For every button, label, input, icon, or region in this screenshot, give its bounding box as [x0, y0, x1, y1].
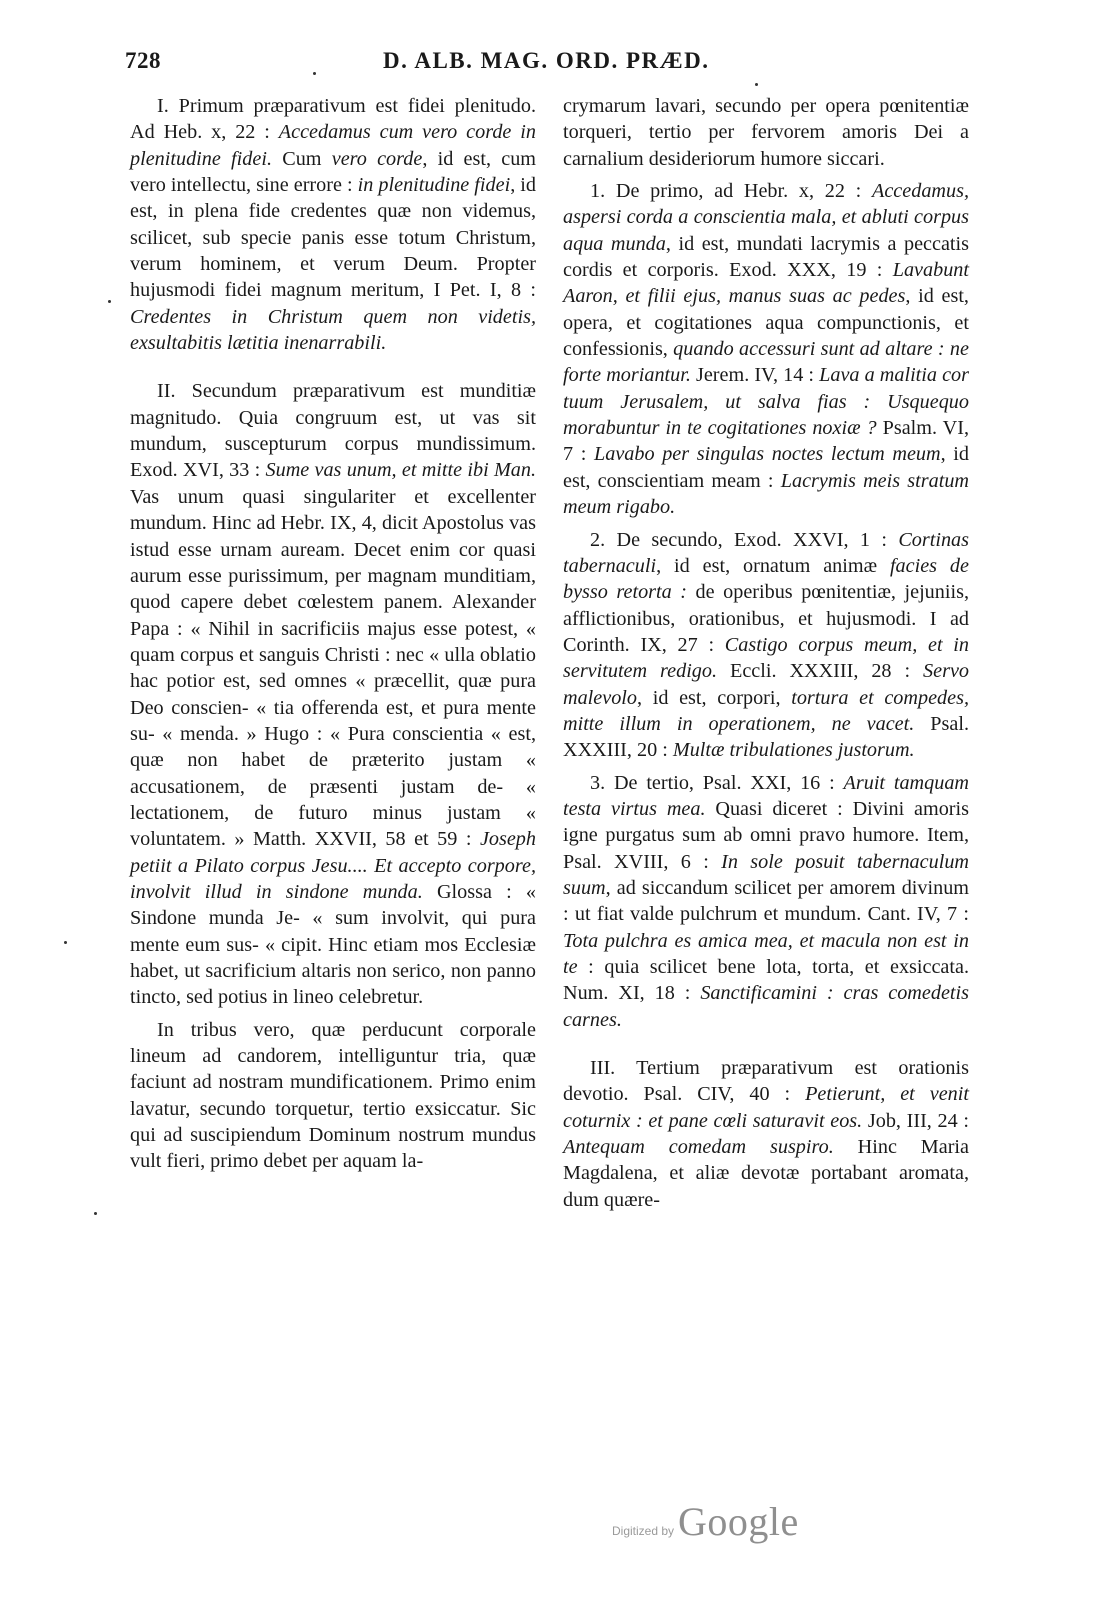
text-run: Vas unum quasi singulariter et excellenter mundum. Hinc ad Hebr. IX, 4, dicit Apostolus vas istud esse urnam auream. Decet enim cor quasi aurum esse purissimum, per magnam munditiam, quod capere debet cœlestem panem. Alexander Papa : « Nihil in sacrificiis majus esse potest, « quam corpus et sanguis Christi : nec « ulla oblatio hac potior est, sed omnes « præcellit, quæ pura Deo conscien- « tia offerenda est, et pura mente su- « menda. » Hugo : « Pura conscientia « est, quæ non habet de præterito justam « accusationem, de præsenti justam de- « lectationem, de futuro minus justam « voluntatem. » Matth. XXVII, 58 et 59 :	[130, 485, 536, 851]
scan-speck	[64, 941, 67, 944]
text-run: Quasi diceret : Divini amoris igne purgatus sum ab omni pravo humore. Item, Psal. XVIII, 6 :	[563, 797, 969, 873]
paragraph	[563, 527, 969, 764]
italic-quotation: vero corde	[331, 147, 423, 170]
text-run: , id est, cum vero intellectu, sine errore :	[130, 147, 536, 197]
text-run: Job, III, 24 :	[862, 1109, 969, 1132]
text-run: 2. De secundo, Exod. XXVI, 1 :	[590, 528, 899, 551]
scan-speck	[313, 72, 316, 75]
text-run: , id est, conscientiam meam :	[563, 443, 970, 492]
text-run: III. Tertium præparativum est orationis devotio. Psal. CIV, 40 :	[563, 1057, 969, 1106]
text-run: , ad siccandum scilicet per amorem divinum : ut fiat valde pulchrum et mundum. Cant. IV, 7 :	[563, 876, 969, 926]
paragraph	[563, 1055, 969, 1213]
italic-quotation: facies de bysso retorta :	[563, 554, 969, 604]
italic-quotation: In sole posuit tabernaculum suum	[563, 850, 969, 899]
running-title: D. ALB. MAG. ORD. PRÆD.	[383, 48, 710, 73]
italic-quotation: Cortinas tabernaculi	[563, 528, 969, 577]
italic-quotation: Sume vas unum, et mitte ibi Man.	[265, 459, 536, 482]
page-header	[125, 48, 965, 84]
italic-quotation: Lavabunt Aaron, et filii ejus, manus suas ac pedes	[563, 259, 969, 308]
text-run: , id est, ornatum animæ	[656, 554, 890, 577]
italic-quotation: Servo malevolo	[563, 660, 969, 709]
text-run: , id est, corpori,	[637, 686, 792, 709]
text-run: crymarum lavari, secundo per opera pœnitentiæ torqueri, tertio per fervorem amoris Dei a carnalium desideriorum humore siccari.	[563, 95, 969, 170]
scan-speck	[94, 1212, 97, 1215]
text-run: Hinc Maria Magdalena, et aliæ devotæ portabant aromata, dum quære-	[563, 1136, 969, 1211]
text-run: Psalm. VI, 7 :	[563, 417, 969, 466]
italic-quotation: quando accessuri sunt ad altare : ne forte moriantur.	[563, 338, 969, 387]
right-column	[563, 93, 969, 1213]
italic-quotation: tortura et compedes, mitte illum in operationem, ne vacet.	[563, 686, 969, 735]
text-run: II. Secundum præparativum est munditiæ magnitudo. Quia congruum est, ut vas sit mundum, suscepturum corpus mundissimum. Exod. XVI, 33 :	[130, 380, 536, 482]
text-run: I. Primum præparativum est fidei plenitudo. Ad Heb. x, 22 :	[130, 95, 536, 144]
text-run: de operibus pœnitentiæ, jejuniis, afflictionibus, orationibus, et hujusmodi. I ad Corinth. IX, 27 :	[563, 581, 969, 656]
text-run: : quia scilicet bene lota, torta, et exsiccata. Num. XI, 18 :	[563, 956, 969, 1005]
text-run: , id est, opera, et cogitationes aqua compunctionis, et confessionis,	[563, 285, 969, 361]
italic-quotation: Lava a malitia cor tuum Jerusalem, ut salva fias : Usquequo morabuntur in te cogitationes noxiæ ?	[563, 364, 969, 440]
italic-quotation: Lacrymis meis stratum meum rigabo.	[563, 469, 970, 519]
text-run: Psal. XXXIII, 20 :	[563, 712, 970, 762]
text-run: 3. De tertio, Psal. XXI, 16 :	[590, 771, 844, 794]
text-run: Cum	[272, 147, 332, 170]
italic-quotation: Aruit tamquam testa virtus mea.	[563, 771, 969, 820]
paragraph	[563, 178, 969, 520]
text-run: Glossa : « Sindone munda Je- « sum involvit, qui pura mente eum sus- « cipit. Hinc etiam mos Ecclesiæ habet, ut sacrificium altaris non serico, non panno tincto, sed potius in lineo celebretur.	[130, 880, 537, 1009]
italic-quotation: Castigo corpus meum, et in servitutem redigo.	[563, 633, 969, 683]
italic-quotation: Sanctificamini : cras comedetis carnes.	[563, 982, 969, 1031]
italic-quotation: Accedamus, aspersi corda a conscientia mala, et abluti corpus aqua munda	[563, 180, 969, 255]
text-run: Eccli. XXXIII, 28 :	[717, 660, 924, 683]
scan-speck	[755, 83, 758, 86]
paragraph	[130, 378, 536, 1010]
italic-quotation: Joseph petiit a Pilato corpus Jesu.... Et accepto corpore, involvit illud in sindone munda.	[130, 828, 536, 903]
paragraph	[563, 770, 969, 1033]
text-run: 1. De primo, ad Hebr. x, 22 :	[590, 180, 873, 203]
paragraph	[563, 93, 969, 172]
left-column	[130, 93, 536, 1175]
scan-speck	[108, 300, 111, 303]
text-run: In tribus vero, quæ perducunt corporale lineum ad candorem, intelliguntur tria, quæ faciunt ad nostram mundificationem. Primo enim lavatur, secundo torquetur, tertio exsiccatur. Sic qui ad suscipiendum Dominum nostrum mundus vult fieri, primo debet per aquam la-	[130, 1018, 536, 1173]
text-run: , id est, in plena fide credentes quæ non videmus, scilicet, sub specie panis esse totum Christum, verum hominem, et verum Deum. Propter hujusmodi fidei magnum meritum, I Pet. I, 8 :	[130, 174, 536, 302]
italic-quotation: Lavabo per singulas noctes lectum meum	[594, 443, 941, 466]
italic-quotation: Credentes in Christum quem non videtis, exsultabitis lætitia inenarrabili.	[130, 305, 536, 355]
text-run: , id est, mundati lacrymis a peccatis cordis et corporis. Exod. XXX, 19 :	[563, 232, 969, 282]
google-logo: Google	[678, 1499, 799, 1544]
watermark-prefix: Digitized by	[612, 1524, 675, 1538]
italic-quotation: Multæ tribulationes justorum.	[672, 739, 915, 762]
italic-quotation: Accedamus cum vero corde in plenitudine fidei.	[130, 121, 536, 170]
italic-quotation: Tota pulchra es amica mea, et macula non est in te	[563, 929, 969, 978]
page-number: 728	[125, 48, 161, 73]
text-run: Jerem. IV, 14 :	[690, 364, 820, 387]
italic-quotation: Petierunt, et venit coturnix : et pane cœli saturavit eos.	[563, 1083, 969, 1132]
italic-quotation: in plenitudine fidei	[357, 174, 511, 197]
italic-quotation: Antequam comedam suspiro.	[563, 1136, 834, 1159]
digitized-watermark	[612, 1498, 799, 1548]
paragraph	[130, 1017, 536, 1175]
paragraph	[130, 93, 536, 356]
